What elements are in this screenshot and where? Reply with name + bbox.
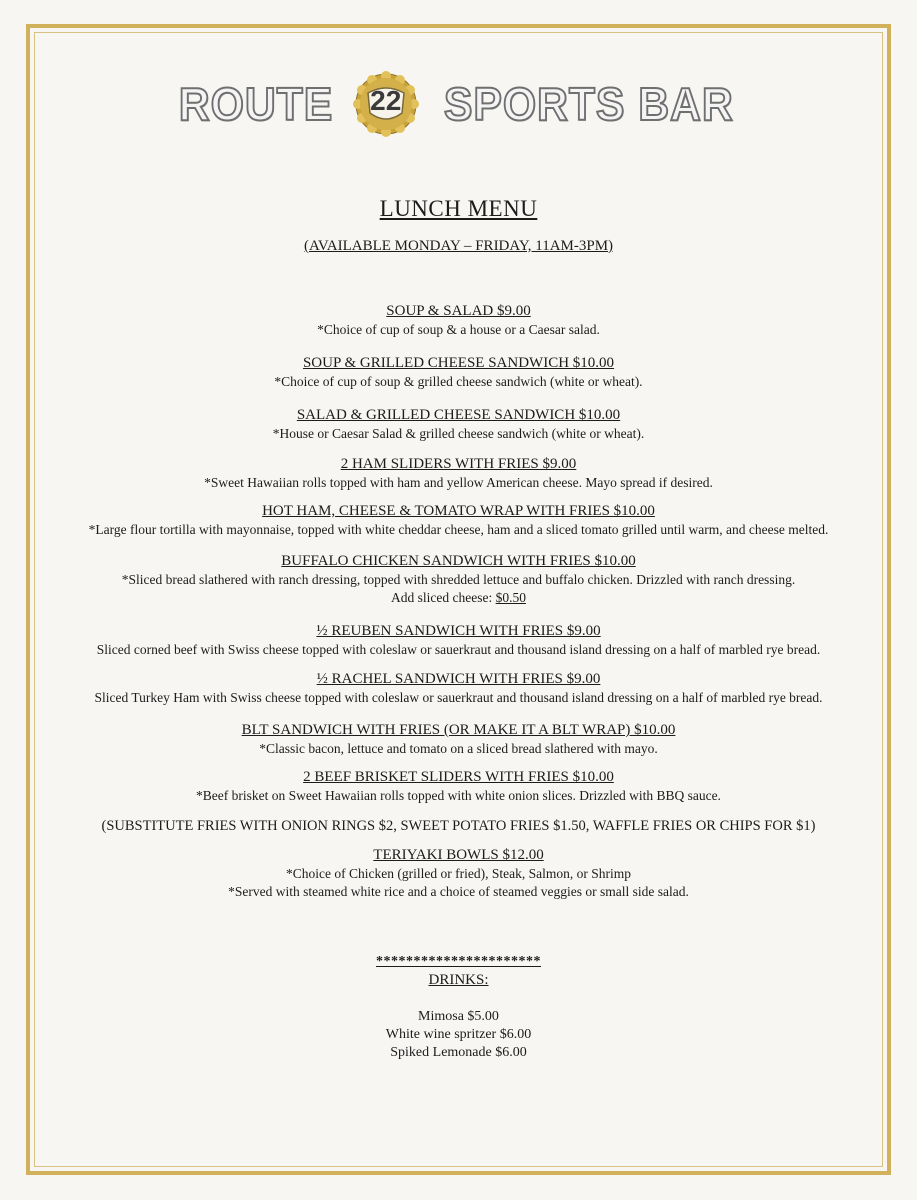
- item-desc: *Beef brisket on Sweet Hawaiian rolls topped with white onion slices. Drizzled with BBQ sauce.: [196, 788, 721, 803]
- drinks-list: [40, 1008, 877, 1062]
- route-22-logo: [0, 64, 917, 144]
- item-desc: Sliced Turkey Ham with Swiss cheese topped with coleslaw or sauerkraut and thousand island dressing on a half of marbled rye bread.: [94, 690, 823, 705]
- extra-label: Add sliced cheese:: [391, 590, 496, 605]
- drink-item: Mimosa $5.00: [418, 1009, 499, 1024]
- item-desc: *Large flour tortilla with mayonnaise, topped with white cheddar cheese, ham and a sliced tomato grilled until warm, and cheese melted.: [88, 522, 829, 537]
- item-name: 2 HAM SLIDERS WITH FRIES $9.00: [340, 456, 577, 472]
- teriyaki-name: TERIYAKI BOWLS $12.00: [373, 847, 544, 863]
- substitute-note: (SUBSTITUTE FRIES WITH ONION RINGS $2, SWEET POTATO FRIES $1.50, WAFFLE FRIES OR CHIPS FOR $1): [101, 818, 816, 834]
- item-name: HOT HAM, CHEESE & TOMATO WRAP WITH FRIES $10.00: [262, 503, 655, 519]
- menu-title: LUNCH MENU: [379, 196, 538, 221]
- item-desc: *Sliced bread slathered with ranch dressing, topped with shredded lettuce and buffalo chicken. Drizzled with ranch dressing.: [121, 572, 796, 587]
- extra-price: $0.50: [495, 590, 526, 605]
- item-desc: *House or Caesar Salad & grilled cheese sandwich (white or wheat).: [272, 426, 645, 441]
- menu-item: [40, 302, 877, 339]
- menu-item: [40, 768, 877, 805]
- menu-item: [40, 721, 877, 758]
- route-shield-icon: [353, 71, 419, 137]
- item-extra: [40, 589, 877, 607]
- item-desc: *Sweet Hawaiian rolls topped with ham and yellow American cheese. Mayo spread if desired.: [204, 475, 713, 490]
- item-name: SOUP & GRILLED CHEESE SANDWICH $10.00: [302, 355, 615, 371]
- logo-left-word: ROUTE: [178, 78, 333, 130]
- logo-route-number: 22: [370, 85, 402, 116]
- menu-item: [40, 455, 877, 492]
- teriyaki-item: [40, 846, 877, 901]
- drink-item: Spiked Lemonade $6.00: [390, 1045, 527, 1060]
- item-name: SOUP & SALAD $9.00: [386, 303, 531, 319]
- item-name: ½ REUBEN SANDWICH WITH FRIES $9.00: [316, 623, 601, 639]
- item-desc: *Classic bacon, lettuce and tomato on a sliced bread slathered with mayo.: [259, 741, 658, 756]
- teriyaki-desc-1: *Choice of Chicken (grilled or fried), Steak, Salmon, or Shrimp: [286, 866, 631, 881]
- menu-item: [40, 502, 877, 539]
- logo-right-word: SPORTS BAR: [443, 78, 734, 130]
- menu-item: [40, 552, 877, 607]
- drinks-title: DRINKS:: [428, 972, 489, 988]
- item-desc: *Choice of cup of soup & a house or a Caesar salad.: [317, 322, 600, 337]
- menu-availability: (AVAILABLE MONDAY – FRIDAY, 11AM-3PM): [303, 238, 614, 254]
- menu-item: [40, 354, 877, 391]
- drink-item: White wine spritzer $6.00: [385, 1027, 532, 1042]
- item-desc: Sliced corned beef with Swiss cheese topped with coleslaw or sauerkraut and thousand island dressing on a half of marbled rye bread.: [96, 642, 821, 657]
- menu-item: [40, 670, 877, 707]
- item-name: SALAD & GRILLED CHEESE SANDWICH $10.00: [296, 407, 621, 423]
- menu-item: [40, 406, 877, 443]
- item-name: 2 BEEF BRISKET SLIDERS WITH FRIES $10.00: [303, 769, 614, 785]
- menu-item: [40, 622, 877, 659]
- item-name: BLT SANDWICH WITH FRIES (OR MAKE IT A BLT WRAP) $10.00: [241, 722, 676, 738]
- item-name: BUFFALO CHICKEN SANDWICH WITH FRIES $10.00: [281, 553, 636, 569]
- item-desc: *Choice of cup of soup & grilled cheese sandwich (white or wheat).: [274, 374, 643, 389]
- item-name: ½ RACHEL SANDWICH WITH FRIES $9.00: [316, 671, 601, 687]
- teriyaki-desc-2: *Served with steamed white rice and a choice of steamed veggies or small side salad.: [228, 884, 689, 899]
- star-separator: **********************: [376, 954, 541, 969]
